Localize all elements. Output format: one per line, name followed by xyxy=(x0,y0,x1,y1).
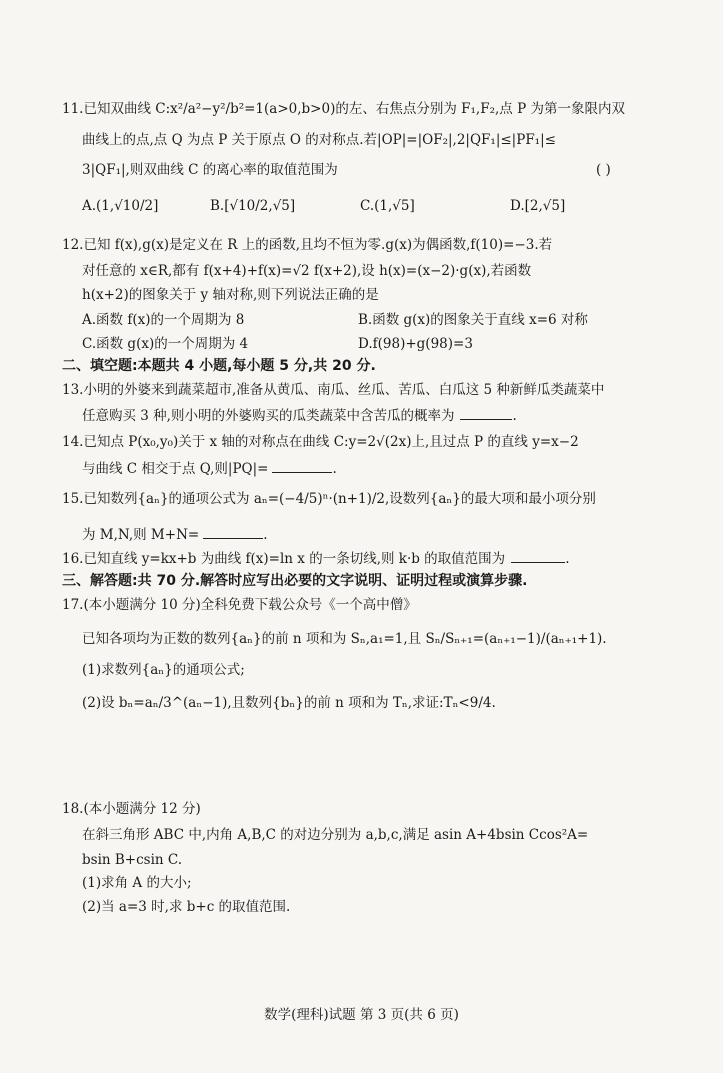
q18-line2: bsin B+csin C. xyxy=(82,852,183,868)
q12-option-a: A.函数 f(x)的一个周期为 8 xyxy=(82,312,245,328)
q18-part1: (1)求角 A 的大小; xyxy=(82,875,192,891)
q16-line1: 16.已知直线 y=kx+b 为曲线 f(x)=ln x 的一条切线,则 k·b 的取值范围为 . xyxy=(62,548,569,568)
q11-line1: 11.已知双曲线 C:x²/a²−y²/b²=1(a>0,b>0)的左、右焦点分别为 F₁,F₂,点 P 为第一象限内双 xyxy=(62,101,625,117)
q12-option-d: D.f(98)+g(98)=3 xyxy=(358,336,473,352)
q17-part2: (2)设 bₙ=aₙ/3^(aₙ−1),且数列{bₙ}的前 n 项和为 Tₙ,求证:Tₙ<9/4. xyxy=(82,695,496,711)
q12-line2: 对任意的 x∈R,都有 f(x+4)+f(x)=√2 f(x+2),设 h(x)=(x−2)·g(x),若函数 xyxy=(82,263,532,279)
q11-option-b: B.[√10/2,√5] xyxy=(210,198,296,214)
q13-answer-blank xyxy=(460,405,512,420)
q17-header: 17.(本小题满分 10 分)全科免费下载公众号《一个高中僧》 xyxy=(62,597,417,613)
q11-option-d: D.[2,√5] xyxy=(510,198,566,214)
q12-line1: 12.已知 f(x),g(x)是定义在 R 上的函数,且均不恒为零.g(x)为偶函数,f(10)=−3.若 xyxy=(62,237,553,253)
q13-line1: 13.小明的外婆来到蔬菜超市,准备从黄瓜、南瓜、丝瓜、苦瓜、白瓜这 5 种新鲜瓜类蔬菜中 xyxy=(62,382,605,398)
q12-option-b: B.函数 g(x)的图象关于直线 x=6 对称 xyxy=(358,312,588,328)
q15-line2: 为 M,N,则 M+N= . xyxy=(82,524,268,544)
q11-option-c: C.(1,√5] xyxy=(360,198,415,214)
q14-line1: 14.已知点 P(x₀,y₀)关于 x 轴的对称点在曲线 C:y=2√(2x)上,且过点 P 的直线 y=x−2 xyxy=(62,434,579,450)
page-footer: 数学(理科)试题 第 3 页(共 6 页) xyxy=(264,1007,459,1023)
q17-part1: (1)求数列{aₙ}的通项公式; xyxy=(82,662,245,678)
q15-answer-blank xyxy=(203,524,263,539)
q11-option-a: A.(1,√10/2] xyxy=(82,198,159,214)
q12-line3: h(x+2)的图象关于 y 轴对称,则下列说法正确的是 xyxy=(82,287,379,303)
q14-line2: 与曲线 C 相交于点 Q,则|PQ|= . xyxy=(82,458,337,478)
q12-option-c: C.函数 g(x)的一个周期为 4 xyxy=(82,336,249,352)
q16-answer-blank xyxy=(511,548,565,563)
q11-answer-paren: ( ) xyxy=(596,162,611,178)
q18-part2: (2)当 a=3 时,求 b+c 的取值范围. xyxy=(82,899,291,915)
section-fill-in-title: 二、填空题:本题共 4 小题,每小题 5 分,共 20 分. xyxy=(62,358,376,374)
q18-header: 18.(本小题满分 12 分) xyxy=(62,801,201,817)
q18-line1: 在斜三角形 ABC 中,内角 A,B,C 的对边分别为 a,b,c,满足 asin A+4bsin Ccos²A= xyxy=(82,827,589,843)
q11-line2: 曲线上的点,点 Q 为点 P 关于原点 O 的对称点.若|OP|=|OF₂|,2|QF₁|≤|PF₁|≤ xyxy=(82,132,556,148)
q15-line1: 15.已知数列{aₙ}的通项公式为 aₙ=(−4/5)ⁿ·(n+1)/2,设数列{aₙ}的最大项和最小项分别 xyxy=(62,491,596,507)
q13-line2: 任意购买 3 种,则小明的外婆购买的瓜类蔬菜中含苦瓜的概率为 . xyxy=(82,405,517,425)
section-answer-title: 三、解答题:共 70 分.解答时应写出必要的文字说明、证明过程或演算步骤. xyxy=(62,573,528,589)
q11-line3: 3|QF₁|,则双曲线 C 的离心率的取值范围为 xyxy=(82,162,338,178)
q17-stem: 已知各项均为正数的数列{aₙ}的前 n 项和为 Sₙ,a₁=1,且 Sₙ/Sₙ₊₁=(aₙ₊₁−1)/(aₙ₊₁+1). xyxy=(82,631,607,647)
q14-answer-blank xyxy=(272,458,332,473)
